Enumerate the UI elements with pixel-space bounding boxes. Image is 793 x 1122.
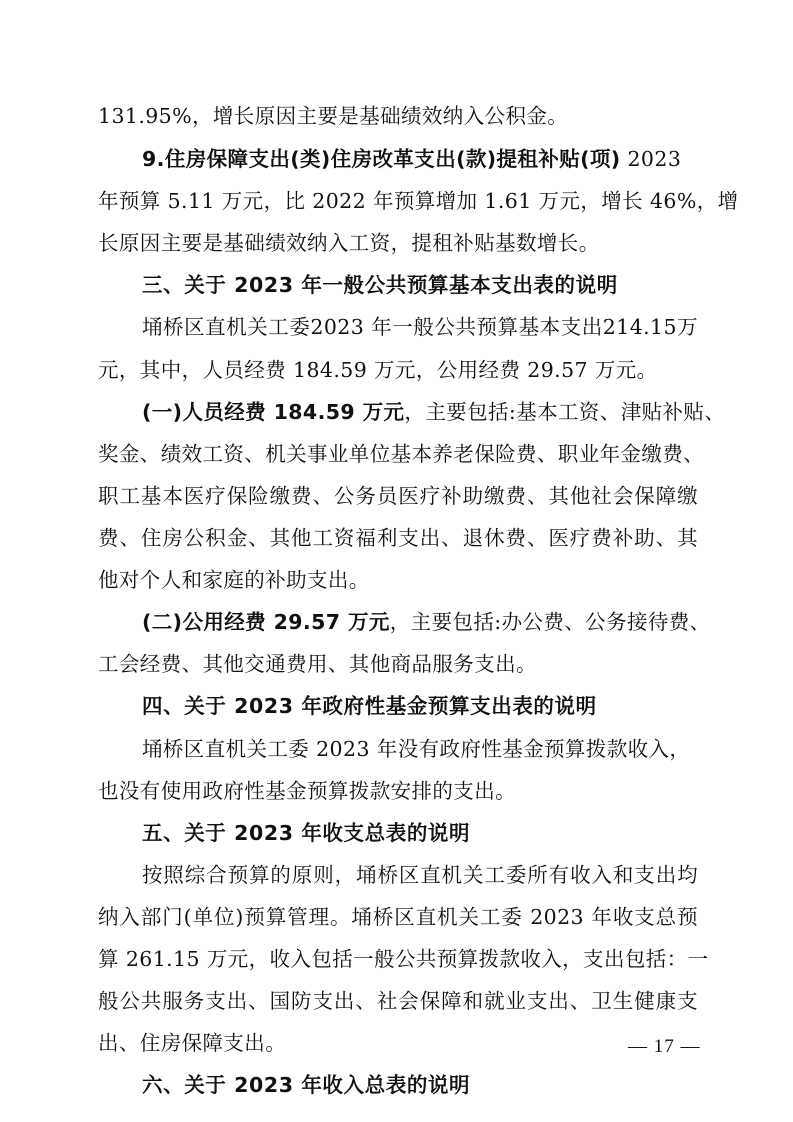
paragraph-line: 职工基本医疗保险缴费、公务员医疗补助缴费、其他社会保障缴 (98, 484, 698, 508)
bold-item-title: 9.住房保障支出(类)住房改革支出(款)提租补贴(项) (142, 147, 621, 171)
section-heading: 三、关于 2023 年一般公共预算基本支出表的说明 (142, 273, 618, 297)
paragraph-line: 纳入部门(单位)预算管理。埇桥区直机关工委 2023 年收支总预 (98, 905, 698, 929)
paragraph-text: ，主要包括:基本工资、津贴补贴、 (404, 400, 726, 424)
paragraph-line (142, 398, 726, 426)
section-heading: 六、关于 2023 年收入总表的说明 (142, 1073, 471, 1097)
paragraph-text: ，主要包括:办公费、公务接待费、 (389, 610, 711, 634)
paragraph-line: 也没有使用政府性基金预算拨款安排的支出。 (98, 779, 516, 803)
paragraph-text: 2023 (620, 147, 682, 171)
paragraph-line: 长原因主要是基础绩效纳入工资，提租补贴基数增长。 (98, 231, 600, 255)
paragraph-line: 出、住房保障支出。 (98, 1031, 287, 1055)
bold-subheading: (二)公用经费 29.57 万元 (142, 610, 390, 634)
paragraph-line (142, 145, 698, 173)
page-number: — 17 — (628, 1036, 701, 1057)
paragraph-line: 费、住房公积金、其他工资福利支出、退休费、医疗费补助、其 (98, 526, 698, 550)
paragraph-line: 般公共服务支出、国防支出、社会保障和就业支出、卫生健康支 (98, 989, 698, 1013)
paragraph-line: 埇桥区直机关工委2023 年一般公共预算基本支出214.15万 (142, 315, 698, 339)
section-heading: 四、关于 2023 年政府性基金预算支出表的说明 (142, 694, 597, 718)
paragraph-line: 他对个人和家庭的补助支出。 (98, 568, 370, 592)
section-heading: 五、关于 2023 年收支总表的说明 (142, 821, 471, 845)
bold-subheading: (一)人员经费 184.59 万元 (142, 400, 405, 424)
paragraph-line: 元，其中，人员经费 184.59 万元，公用经费 29.57 万元。 (98, 358, 658, 382)
paragraph-line: 埇桥区直机关工委 2023 年没有政府性基金预算拨款收入， (142, 737, 691, 761)
paragraph-line: 按照综合预算的原则，埇桥区直机关工委所有收入和支出均 (142, 863, 698, 887)
paragraph-line: 年预算 5.11 万元，比 2022 年预算增加 1.61 万元，增长 46%，增 (98, 189, 739, 213)
paragraph-line: 工会经费、其他交通费用、其他商品服务支出。 (98, 652, 537, 676)
paragraph-line: 奖金、绩效工资、机关事业单位基本养老保险费、职业年金缴费、 (98, 442, 705, 466)
paragraph-line (142, 608, 711, 636)
paragraph-line: 131.95%，增长原因主要是基础绩效纳入公积金。 (98, 104, 569, 128)
paragraph-line: 算 261.15 万元，收入包括一般公共预算拨款收入，支出包括：一 (98, 947, 709, 971)
